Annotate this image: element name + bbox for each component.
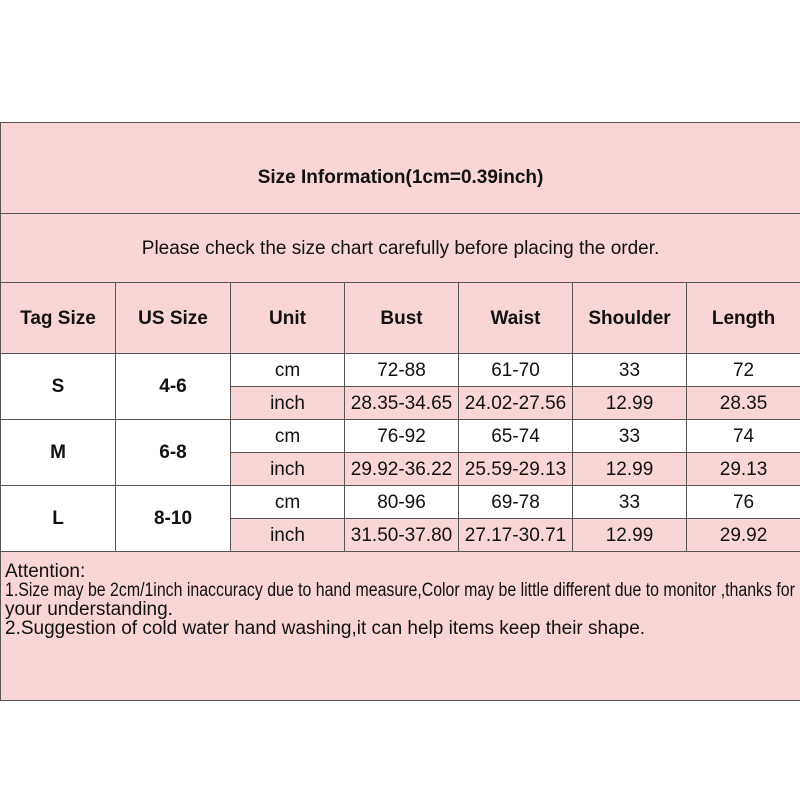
notice-text: Please check the size chart carefully before placing the order. [1, 214, 800, 283]
tag-size-cell: S [1, 354, 116, 420]
shoulder-cell: 33 [573, 420, 687, 453]
waist-cell: 25.59-29.13 [459, 453, 573, 486]
header-waist: Waist [459, 283, 573, 354]
bust-cell: 76-92 [345, 420, 459, 453]
us-size-cell: 6-8 [116, 420, 231, 486]
length-cell: 76 [687, 486, 800, 519]
shoulder-cell: 33 [573, 354, 687, 387]
waist-cell: 69-78 [459, 486, 573, 519]
attention-line-1: 1.Size may be 2cm/1inch inaccuracy due to hand measure,Color may be little different due to monitor ,thanks for [5, 580, 795, 601]
unit-cell: inch [231, 519, 345, 552]
table-row [1, 486, 800, 519]
bust-cell: 72-88 [345, 354, 459, 387]
bust-cell: 29.92-36.22 [345, 453, 459, 486]
attention-line-1-cont: your understanding. [5, 599, 173, 620]
unit-cell: cm [231, 486, 345, 519]
us-size-cell: 8-10 [116, 486, 231, 552]
bust-cell: 28.35-34.65 [345, 387, 459, 420]
length-cell: 72 [687, 354, 800, 387]
bust-cell: 31.50-37.80 [345, 519, 459, 552]
unit-cell: inch [231, 453, 345, 486]
shoulder-cell: 12.99 [573, 519, 687, 552]
size-table [0, 122, 800, 701]
tag-size-cell: L [1, 486, 116, 552]
header-shoulder: Shoulder [573, 283, 687, 354]
attention-heading: Attention: [5, 561, 86, 582]
shoulder-cell: 12.99 [573, 387, 687, 420]
size-chart [0, 122, 800, 701]
header-us-size: US Size [116, 283, 231, 354]
unit-cell: cm [231, 354, 345, 387]
bust-cell: 80-96 [345, 486, 459, 519]
table-row [1, 354, 800, 387]
shoulder-cell: 12.99 [573, 453, 687, 486]
header-tag-size: Tag Size [1, 283, 116, 354]
waist-cell: 24.02-27.56 [459, 387, 573, 420]
waist-cell: 61-70 [459, 354, 573, 387]
tag-size-cell: M [1, 420, 116, 486]
table-title: Size Information(1cm=0.39inch) [1, 123, 800, 214]
attention-line-2: 2.Suggestion of cold water hand washing,it can help items keep their shape. [5, 618, 646, 639]
length-cell: 29.13 [687, 453, 800, 486]
unit-cell: cm [231, 420, 345, 453]
us-size-cell: 4-6 [116, 354, 231, 420]
header-unit: Unit [231, 283, 345, 354]
shoulder-cell: 33 [573, 486, 687, 519]
waist-cell: 27.17-30.71 [459, 519, 573, 552]
attention-notes [1, 552, 800, 701]
header-length: Length [687, 283, 800, 354]
length-cell: 28.35 [687, 387, 800, 420]
unit-cell: inch [231, 387, 345, 420]
length-cell: 29.92 [687, 519, 800, 552]
waist-cell: 65-74 [459, 420, 573, 453]
length-cell: 74 [687, 420, 800, 453]
header-bust: Bust [345, 283, 459, 354]
table-row [1, 420, 800, 453]
